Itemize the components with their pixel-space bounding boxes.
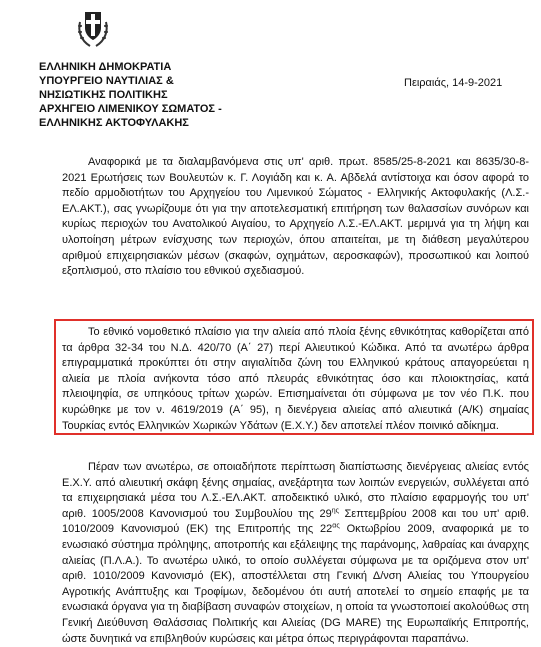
authority-line: ΕΛΛΗΝΙΚΗ ΔΗΜΟΚΡΑΤΙΑ <box>39 61 172 73</box>
paragraph-evidence-procedure <box>62 460 529 647</box>
paragraph-legal-framework: Το εθνικό νομοθετικό πλαίσιο για την αλιεία από πλοία ξένης εθνικότητας καθορίζεται από τα άρθρα 32-34 του Ν.Δ. 420/70 (Α΄ 27) περί Αλιευτικού Κώδικα. Από τα ανωτέρω άρθρα επιγραμματικά προκύπτει ότι στην αιγιαλίτιδα ζώνη του Ελληνικού κράτους απαγορεύεται η αλιεία με πλοία ανήκοντα τόσο από πλευράς εθνικότητας όσο και πλοιοκτησίας, κατά πλειοψηφία, σε υπηκόους τρίτων χωρών. Επισημαίνεται ότι σύμφωνα με τον νέο Π.Κ. που κυρώθηκε με τον ν. 4619/2019 (Α΄ 95), η διενέργεια αλιείας από αλιευτικά (Α/Κ) σημαίας Τουρκίας εντός Ελληνικών Χωρικών Υδάτων (Ε.Χ.Υ.) δεν αποτελεί πλέον ποινικό αδίκημα. <box>62 326 529 432</box>
place-and-date: Πειραιάς, 14-9-2021 <box>404 77 503 89</box>
authority-line: ΑΡΧΗΓΕΙΟ ΛΙΜΕΝΙΚΟΥ ΣΩΜΑΤΟΣ - <box>39 103 222 115</box>
paragraph-text: Πέραν των ανωτέρω, σε οποιαδήποτε περίπτωση διαπίστωσης διενέργειας αλιείας εντός Ε.Χ.Υ. από αλιευτική σκάφη ξένης σημαίας, ανεξάρτητα των λοιπών ενεργειών, συλλέγεται από τα επιχειρησιακά μέσα του Λ.Σ.-ΕΛ.ΑΚΤ. αποδεικτικό υλικό, στο πλαίσιο εφαρμογής του υπ' αριθ. 1005/2008 Κανονισμού του Συμβουλίου της 29 <box>62 461 529 520</box>
paragraph-text: Οκτωβρίου 2009, αναφορικά με το ενωσιακό σύστημα πρόληψης, αποτροπής και εξάλειψης της παράνομης, λαθραίας και άναρχης αλιείας (Π.Λ.Α.). Το ανωτέρω υλικό, το οποίο συλλέγεται σύμφωνα με τα οριζόμενα στον υπ' αριθ. 1010/2009 Κανονισμό (ΕΚ), αποστέλλεται στη Γενική Δ/νση Αλιείας του Υπουργείου Αγροτικής Ανάπτυξης και Τροφίμων, δεδομένου ότι αυτή αποτελεί το σημείο επαφής με τα ενωσιακά όργανα για τη διαβίβαση συναφών στοιχείων, η οποία τα γνωστοποιεί ακολούθως στη Γενική Διεύθυνση Θαλάσσιας Πολιτικής και Αλιείας (DG MARE) της Ευρωπαϊκής Επιτροπής, ώστε δυνητικά να επιβληθούν κυρώσεις και μέτρα όπως περιγράφονται παραπάνω. <box>62 523 529 645</box>
authority-line: ΝΗΣΙΩΤΙΚΗΣ ΠΟΛΙΤΙΚΗΣ <box>39 89 168 101</box>
authority-line: ΕΛΛΗΝΙΚΗΣ ΑΚΤΟΦΥΛΑΚΗΣ <box>39 117 189 129</box>
authority-line: ΥΠΟΥΡΓΕΙΟ ΝΑΥΤΙΛΙΑΣ & <box>39 75 174 87</box>
paragraph-reference: Αναφορικά με τα διαλαμβανόμενα στις υπ' αριθ. πρωτ. 8585/25-8-2021 και 8635/30-8-2021 Ερωτήσεις των Βουλευτών κ. Γ. Λογιάδη και κ. Α. Αβδελά αντίστοιχα και όσον αφορά το πεδίο αρμοδιοτήτων του Αρχηγείου του Λιμενικού Σώματος - Ελληνικής Ακτοφυλακής (Λ.Σ.-ΕΛ.ΑΚΤ.), σας γνωρίζουμε ότι για την αποτελεσματική επιτήρηση των θαλασσίων συνόρων και κυρίως περιοχών του Ανατολικού Αιγαίου, το Αρχηγείο Λ.Σ.-ΕΛ.ΑΚΤ. μεριμνά για τη λήψη και υλοποίηση μέτρων ενίσχυσης των περιοχών, όπου απαιτείται, με τη διάθεση μεγαλύτερου αριθμού επιχειρησιακών μέσων (σκαφών, οχημάτων, αεροσκαφών), προσωπικού και λοιπού εξοπλισμού, στο πλαίσιο του εθνικού σχεδιασμού. <box>62 156 529 278</box>
paragraph-text: Σεπτεμβρίου 2008 και του υπ' αριθ. 1010/2009 Κανονισμού (ΕΚ) της Επιτροπής της 22 <box>62 507 529 536</box>
ordinal-superscript: ης <box>331 507 339 515</box>
ordinal-superscript: ας <box>332 522 340 530</box>
coat-of-arms-icon <box>76 8 110 48</box>
issuing-authority <box>39 60 269 130</box>
